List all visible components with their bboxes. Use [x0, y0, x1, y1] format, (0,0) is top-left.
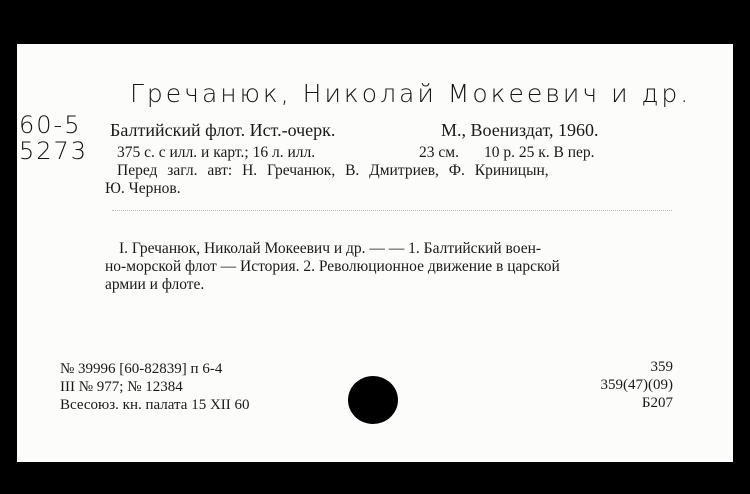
tracing-line-3: армии и флоте. — [105, 276, 205, 293]
handwritten-heading: Гречанюк, Николай Мокеевич и др. — [130, 79, 692, 108]
call-number-top: 60-5 — [19, 111, 82, 139]
price: 10 р. 25 к. В пер. — [484, 144, 595, 161]
imprint: М., Воениздат, 1960. — [441, 120, 599, 140]
registration-line-3: Всесоюз. кн. палата 15 XII 60 — [60, 397, 250, 413]
registration-line-1: № 39996 [60-82839] п 6-4 — [60, 361, 223, 377]
tracing-line-1: I. Гречанюк, Николай Мокеевич и др. — — 1. Балтийский воен- — [119, 240, 542, 257]
divider — [112, 210, 672, 211]
call-number-bottom: 5273 — [19, 137, 89, 165]
registration-line-2: III № 977; № 12384 — [60, 379, 183, 395]
classification-line-3: Б207 — [641, 395, 673, 411]
authors-note-line-2: Ю. Чернов. — [105, 180, 181, 197]
classification-line-1: 359 — [650, 359, 673, 375]
authors-note-line-1: Перед загл. авт: Н. Гречанюк, В. Дмитриев, Ф. Криницын, — [117, 162, 549, 179]
tracing-line-2: но-морской флот — История. 2. Революционное движение в царской — [105, 258, 560, 275]
title-line: Балтийский флот. Ист.-очерк. — [110, 120, 336, 140]
classification-line-2: 359(47)(09) — [600, 377, 673, 393]
size: 23 см. — [419, 144, 459, 161]
physical-description: 375 с. с илл. и карт.; 16 л. илл. — [117, 144, 316, 161]
punch-hole — [348, 376, 398, 424]
